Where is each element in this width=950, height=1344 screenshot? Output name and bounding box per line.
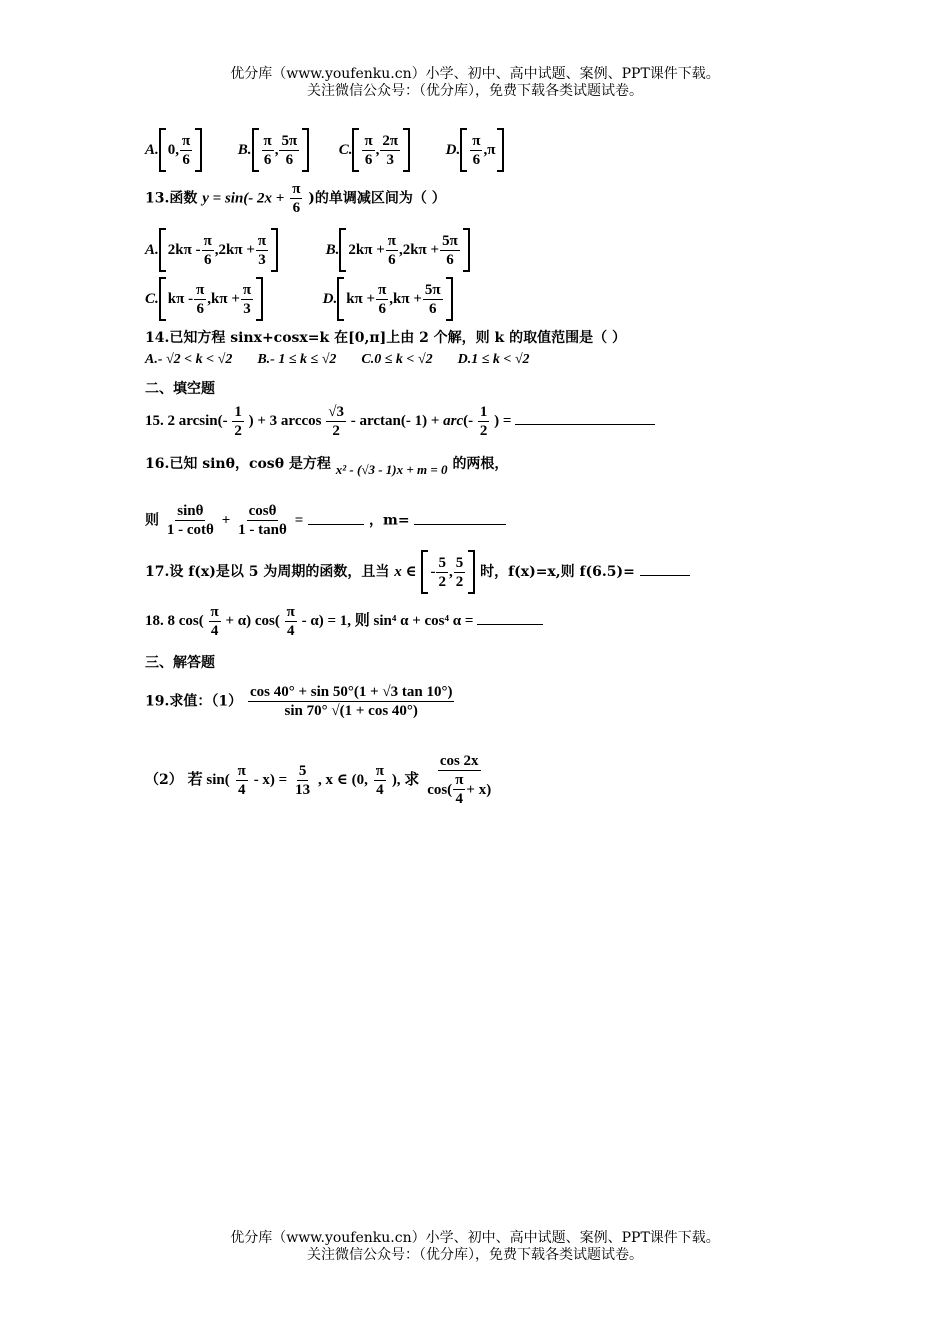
q16-expression: 则 $\frac{\sin\theta}{1 - \cot\theta}$ + $\frac{\cos\theta}{1 - \tan\theta}$ = ，m= [145, 502, 506, 539]
q18: 18. 8 cos( $\frac{\pi}{4}$ + α) cos( $\frac{\pi}{4}$ - α) = 1, 则 sin⁴ α + cos⁴ α = [145, 603, 543, 640]
page-header [0, 66, 950, 100]
q12-option-a: A. 0, π 6 [145, 128, 202, 172]
q16-answer-blank-1[interactable] [308, 524, 364, 525]
footer-line-1: 优分库（www.youfenku.cn）小学、初中、高中试题、案例、PPT课件下载。 [230, 1230, 720, 1246]
q13-options-row2 [145, 277, 453, 321]
section-solutions-heading: 三、解答题 [145, 655, 215, 671]
q12-options [145, 128, 504, 172]
q15: 15. 2 arcsin(- $\frac{1}{2}$ ) + 3 arccos $\frac{√3}{2}$ - arctan(- 1) + arc(- $\frac{1}{2}$ ) = [145, 403, 655, 440]
q14-stem: 14.已知方程 sinx+cosx=k 在[0,π]上由 2 个解，则 k 的取值范围是（ ） [145, 330, 627, 346]
section-fill-blank-heading: 二、填空题 [145, 381, 215, 397]
page-footer [0, 1230, 950, 1264]
q19-part1: 19.求值：（1） $\frac{\cos 40^\circ + \sin 50^\circ(1 + √3 \tan 10^\circ)}{\sin 70^\circ √(1 + \cos 40^\circ)}$ [145, 684, 453, 719]
q16-answer-blank-2[interactable] [414, 524, 506, 525]
q15-answer-blank[interactable] [515, 424, 655, 425]
q13-stem: 13.函数 y = sin(- 2x + $\frac{\pi}{6}$ )的单调减区间为（ ） [145, 181, 446, 216]
q14-option-a: A.- √2 < k < √2 [145, 352, 233, 367]
q17-answer-blank[interactable] [640, 575, 690, 576]
q14-options [145, 352, 530, 368]
q12-option-d: D. π 6 ,π [446, 128, 505, 172]
q14-option-b: B.- 1 ≤ k ≤ √2 [257, 352, 337, 367]
q13-option-b: B. 2kπ + $\frac{\pi}{6}$ ,2kπ + $\frac{5\pi}{6}$ [326, 228, 470, 272]
q13-option-d: D. kπ + $\frac{\pi}{6}$ ,kπ + $\frac{5\pi}{6}$ [323, 277, 453, 321]
q14-option-c: C.0 ≤ k < √2 [361, 352, 433, 367]
q13-option-c: C. kπ - π 6 ,kπ + $\frac{\pi}{3}$ [145, 277, 263, 321]
q14-option-d: D.1 ≤ k < √2 [457, 352, 530, 367]
q18-answer-blank[interactable] [477, 624, 543, 625]
q12-option-b: B. π 6 , 5π 6 [238, 128, 309, 172]
q12-option-c: C. π 6 , 2π 3 [339, 128, 410, 172]
q13-options-row1 [145, 228, 470, 272]
footer-line-2: 关注微信公众号：（优分库），免费下载各类试题试卷。 [307, 1247, 643, 1263]
q19-part2: （2） 若 sin( $\frac{\pi}{4}$ - x) = $\frac{5}{13}$ , x ∈ (0, $\frac{\pi}{4}$ ), 求 cos 2x cos( π 4 + x) [145, 753, 492, 807]
header-line-2: 关注微信公众号：（优分库），免费下载各类试题试卷。 [307, 83, 643, 99]
q13-option-a: A. 2kπ - π 6 ,2kπ + $\frac{\pi}{3}$ [145, 228, 278, 272]
q17: 17.设 f(x)是以 5 为周期的函数，且当 x ∈ - 5 2 , 5 2 时，f(x)=x,则 f(6.5)= [145, 550, 690, 594]
header-line-1: 优分库（www.youfenku.cn）小学、初中、高中试题、案例、PPT课件下载。 [230, 66, 720, 82]
q16-stem: 16.已知 sinθ，cosθ 是方程 x² - (√3 - 1)x + m = 0 的两根， [145, 456, 509, 477]
